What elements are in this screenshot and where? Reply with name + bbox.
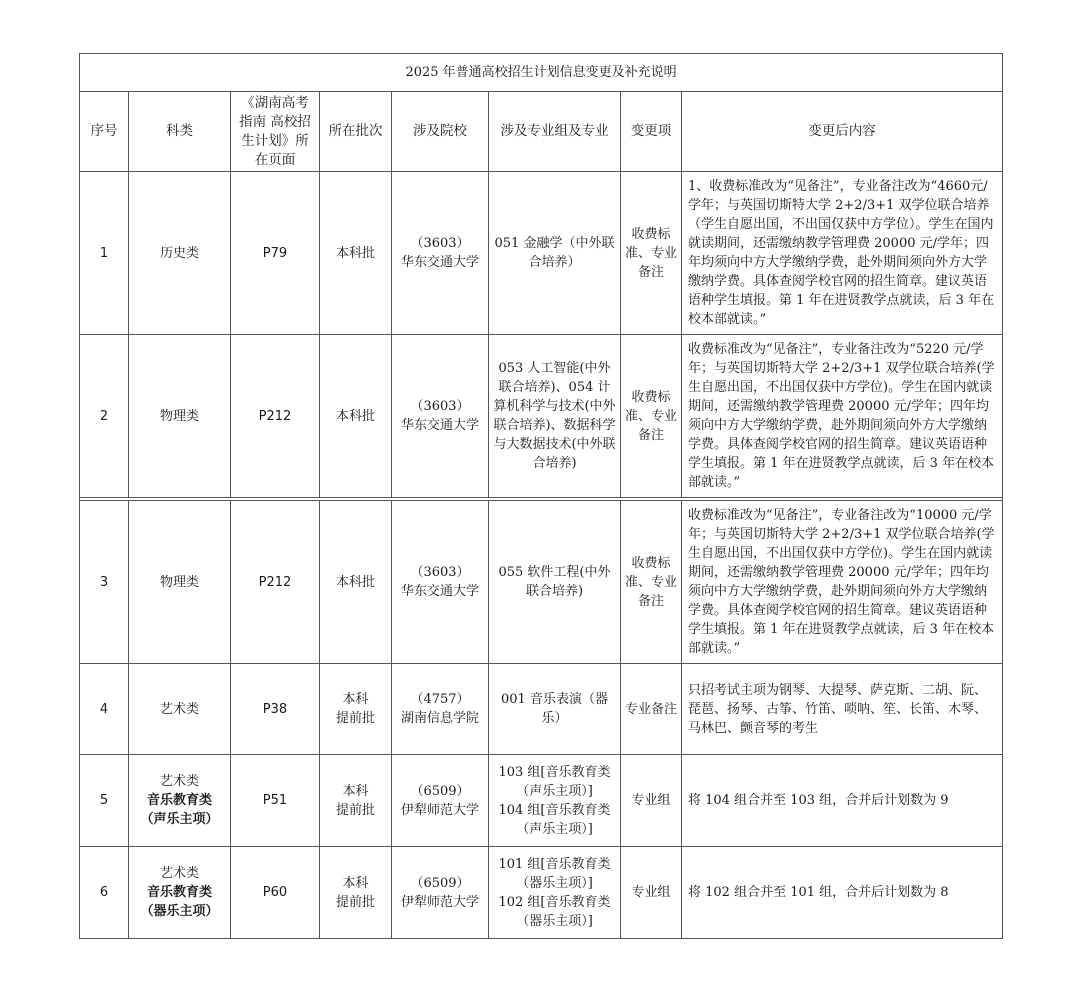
major-group-a: 101 组[音乐教育类（器乐主项）]: [498, 856, 611, 891]
header-change-item: 变更项: [621, 92, 682, 172]
school-name: 华东交通大学: [400, 584, 479, 599]
school-code: （3603）: [410, 565, 470, 580]
row-no: 6: [80, 847, 129, 939]
row-category: 艺术类: [129, 664, 231, 755]
row-page: P38: [231, 664, 320, 755]
header-major: 涉及专业组及专业: [489, 92, 621, 172]
row-batch: [320, 664, 392, 755]
row-page: P60: [231, 847, 320, 939]
school-name: 华东交通大学: [400, 418, 479, 433]
row-category: 历史类: [129, 172, 231, 335]
row-content: 1、收费标准改为“见备注”，专业备注改为“4660元/学年；与英国切斯特大学 2+2/3+1 双学位联合培养（学生自愿出国，不出国仅获中方学位）。学生在国内就读期间，还需缴纳教学管理费 20000 元/学年；四年均须向中方大学缴纳学费，赴外期间须向外方大学缴纳学费。具体查阅学校官网的招生简章。建议英语语种学生填报。第 1 年在进贤教学点就读，后 3 年在校本部就读。”: [682, 172, 1003, 335]
row-no: 1: [80, 172, 129, 335]
header-page: 《湖南高考指南 高校招生计划》所在页面: [231, 92, 320, 172]
major-group-b: 104 组[音乐教育类（声乐主项）]: [498, 802, 611, 837]
row-content: 收费标准改为“见备注”，专业备注改为“5220 元/学年；与英国切斯特大学 2+2/3+1 双学位联合培养(学生自愿出国，不出国仅获中方学位)。学生在国内就读期间，还需缴纳教学管理费 20000 元/学年；四年均须向中方大学缴纳学费，赴外期间须向外方大学缴纳学费。具体查阅学校官网的招生简章。建议英语语种学生填报。第 1 年在进贤教学点就读，后 3 年在校本部就读。”: [682, 335, 1003, 498]
row-change-item: 收费标准、专业备注: [621, 335, 682, 498]
school-name: 华东交通大学: [400, 255, 479, 270]
row-batch: [320, 755, 392, 847]
school-code: （6509）: [410, 875, 470, 891]
category-line3: （声乐主项）: [140, 812, 219, 827]
row-major: 001 音乐表演（器乐）: [489, 664, 621, 755]
row-page: P212: [231, 501, 320, 664]
header-batch: 所在批次: [320, 92, 392, 172]
table-row: [80, 755, 1003, 847]
table-row: [80, 847, 1003, 939]
major-group-a: 103 组[音乐教育类（声乐主项）]: [498, 764, 611, 799]
category-line3: （器乐主项）: [140, 904, 219, 919]
row-major: [489, 847, 621, 939]
row-major: 051 金融学（中外联合培养）: [489, 172, 621, 335]
row-no: 5: [80, 755, 129, 847]
row-change-item: 收费标准、专业备注: [621, 172, 682, 335]
row-school: [392, 755, 489, 847]
row-batch: 本科批: [320, 335, 392, 498]
row-content: 将 104 组合并至 103 组，合并后计划数为 9: [682, 755, 1003, 847]
table-row: [80, 501, 1003, 664]
row-batch: [320, 847, 392, 939]
major-group-b: 102 组[音乐教育类（器乐主项）]: [498, 894, 611, 929]
school-name: 伊犁师范大学: [400, 802, 479, 818]
row-change-item: 专业备注: [621, 664, 682, 755]
row-content: 将 102 组合并至 101 组，合并后计划数为 8: [682, 847, 1003, 939]
changes-document: [79, 53, 1002, 939]
school-code: （4757）: [410, 692, 470, 707]
row-category: [129, 755, 231, 847]
batch-line1: 本科: [342, 783, 369, 799]
batch-line2: 提前批: [335, 711, 375, 726]
category-line2: 音乐教育类: [146, 793, 212, 808]
row-category: [129, 847, 231, 939]
school-name: 湖南信息学院: [400, 711, 479, 726]
table-row: [80, 172, 1003, 335]
row-change-item: 收费标准、专业备注: [621, 501, 682, 664]
row-batch: 本科批: [320, 172, 392, 335]
row-change-item: 专业组: [621, 755, 682, 847]
header-school: 涉及院校: [392, 92, 489, 172]
header-row: [80, 92, 1003, 172]
row-major: 053 人工智能(中外联合培养)、054 计算机科学与技术(中外联合培养)、数据科学与大数据技术(中外联合培养): [489, 335, 621, 498]
row-school: [392, 335, 489, 498]
row-school: [392, 172, 489, 335]
batch-line1: 本科: [342, 692, 369, 707]
school-code: （3603）: [410, 236, 470, 251]
table-row: [80, 335, 1003, 498]
school-code: （3603）: [410, 399, 470, 414]
row-content: 只招考试主项为钢琴、大提琴、萨克斯、二胡、阮、琵琶、扬琴、古筝、竹笛、唢呐、笙、长笛、木琴、马林巴、颤音琴的考生: [682, 664, 1003, 755]
row-no: 4: [80, 664, 129, 755]
row-category: 物理类: [129, 501, 231, 664]
row-page: P51: [231, 755, 320, 847]
title-row: [80, 54, 1003, 92]
table-row: [80, 664, 1003, 755]
header-content: 变更后内容: [682, 92, 1003, 172]
row-page: P79: [231, 172, 320, 335]
row-no: 2: [80, 335, 129, 498]
row-content: 收费标准改为“见备注”，专业备注改为“10000 元/学年；与英国切斯特大学 2+2/3+1 双学位联合培养(学生自愿出国，不出国仅获中方学位)。学生在国内就读期间，还需缴纳教学管理费 20000 元/学年；四年均须向中方大学缴纳学费，赴外期间须向外方大学缴纳学费。具体查阅学校官网的招生简章。建议英语语种学生填报。第 1 年在进贤教学点就读，后 3 年在校本部就读。”: [682, 501, 1003, 664]
header-category: 科类: [129, 92, 231, 172]
batch-line1: 本科: [342, 875, 369, 891]
category-line1: 艺术类: [159, 866, 199, 881]
row-page: P212: [231, 335, 320, 498]
category-line2: 音乐教育类: [146, 885, 212, 900]
row-no: 3: [80, 501, 129, 664]
school-code: （6509）: [410, 783, 470, 799]
row-batch: 本科批: [320, 501, 392, 664]
school-name: 伊犁师范大学: [400, 894, 479, 910]
header-no: 序号: [80, 92, 129, 172]
row-major: 055 软件工程(中外联合培养): [489, 501, 621, 664]
category-line1: 艺术类: [159, 774, 199, 789]
table-title: 2025 年普通高校招生计划信息变更及补充说明: [80, 54, 1003, 92]
row-school: [392, 501, 489, 664]
row-school: [392, 847, 489, 939]
batch-line2: 提前批: [335, 802, 375, 818]
changes-table: [79, 53, 1003, 939]
row-school: [392, 664, 489, 755]
row-category: 物理类: [129, 335, 231, 498]
batch-line2: 提前批: [335, 894, 375, 910]
row-change-item: 专业组: [621, 847, 682, 939]
row-major: [489, 755, 621, 847]
